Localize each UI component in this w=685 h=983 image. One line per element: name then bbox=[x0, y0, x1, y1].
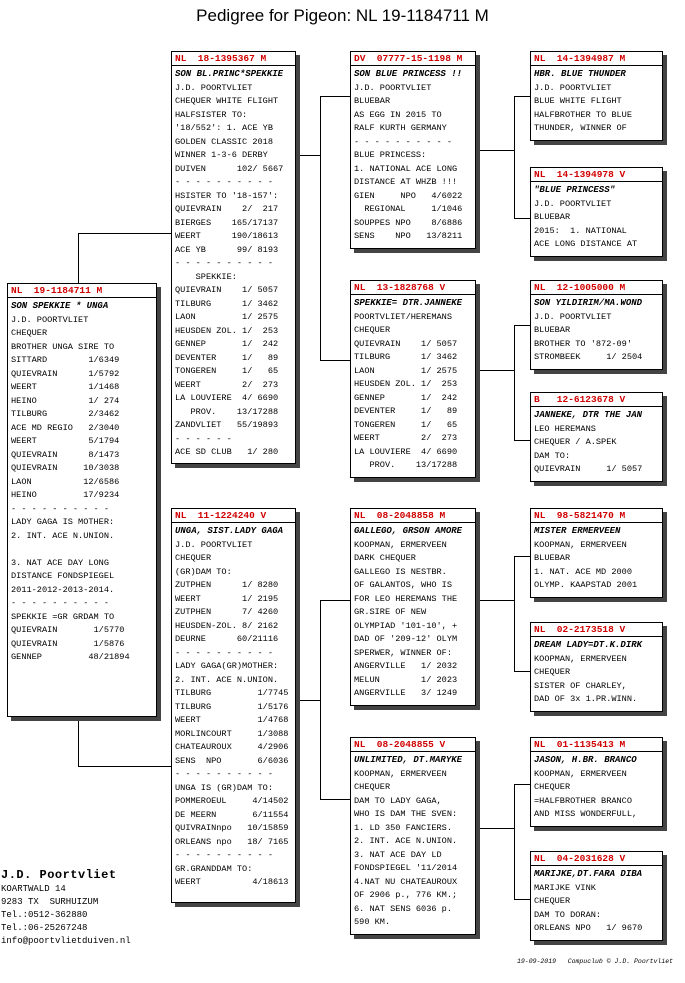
detail-line: GENNEP 1/ 242 bbox=[354, 392, 458, 403]
detail-line: ACE LONG DISTANCE AT bbox=[534, 239, 638, 249]
detail-line: WEERT 1/ 2195 bbox=[175, 593, 279, 604]
detail-line: TILBURG 1/5176 bbox=[175, 701, 289, 712]
detail-line: CHEQUER bbox=[354, 782, 391, 792]
detail-line: BROTHER TO '872-09' bbox=[534, 338, 632, 349]
detail-line: OLYMPIAD '101-10', + bbox=[354, 620, 458, 631]
detail-line: TONGEREN 1/ 65 bbox=[354, 419, 458, 430]
detail-line: FONDSPIEGEL '11/2014 bbox=[354, 863, 458, 873]
detail-line: DISTANCE AT WHZB !!! bbox=[354, 177, 458, 187]
detail-line: DEVENTER 1/ 89 bbox=[354, 406, 458, 416]
connector-line bbox=[514, 671, 530, 672]
pigeon-name: SON BL.PRINC*SPEKKIE bbox=[175, 69, 284, 79]
connector-line bbox=[320, 600, 350, 601]
detail-line: SISTER OF CHARLEY, bbox=[534, 680, 627, 691]
owner-mobile: Tel.:06-25267248 bbox=[1, 923, 88, 933]
pedigree-card-sire-dam[interactable] bbox=[350, 280, 476, 478]
detail-line: STROMBEEK 1/ 2504 bbox=[534, 352, 643, 362]
pigeon-name: SPEKKIE= DTR.JANNEKE bbox=[354, 298, 463, 308]
pigeon-details bbox=[534, 882, 659, 936]
detail-line: =HALFBROTHER BRANCO bbox=[534, 795, 632, 806]
detail-line: - - - - - - - - - - bbox=[354, 136, 452, 147]
pigeon-name: DREAM LADY=DT.K.DIRK bbox=[534, 640, 643, 650]
owner-phone: Tel.:0512-362880 bbox=[1, 910, 88, 920]
connector-line bbox=[514, 899, 530, 900]
detail-line: QUIEVRAIN 1/ 5057 bbox=[354, 338, 458, 349]
pigeon-details bbox=[175, 82, 292, 460]
connector-line bbox=[514, 556, 515, 672]
detail-line: WEERT 4/18613 bbox=[175, 877, 289, 887]
detail-line: LADY GAGA IS MOTHER: bbox=[11, 517, 115, 527]
detail-line: WEERT 2/ 273 bbox=[354, 433, 458, 443]
connector-line bbox=[514, 325, 515, 441]
detail-line: GR.SIRE OF NEW bbox=[354, 607, 427, 617]
detail-line: SOUPPES NPO 8/6886 bbox=[354, 217, 463, 228]
detail-line: DISTANCE FONDSPIEGEL bbox=[11, 571, 115, 581]
detail-line: 3. NAT ACE DAY LONG bbox=[11, 557, 109, 568]
detail-line: DE MEERN 6/11554 bbox=[175, 809, 289, 820]
detail-line: HEINO 1/ 274 bbox=[11, 395, 120, 406]
detail-line: 2011-2012-2013-2014. bbox=[11, 584, 115, 595]
detail-line: GOLDEN CLASSIC 2018 bbox=[175, 136, 273, 147]
detail-line: GR.GRANDDAM TO: bbox=[175, 863, 253, 874]
pedigree-card-sss[interactable] bbox=[530, 51, 663, 141]
detail-line: SITTARD 1/6349 bbox=[11, 355, 120, 365]
connector-line bbox=[296, 700, 320, 701]
detail-line: CHATEAUROUX 4/2906 bbox=[175, 742, 289, 752]
detail-line: POMMEROEUL 4/14502 bbox=[175, 796, 289, 806]
ring-number: NL 98-5821470 M bbox=[531, 509, 662, 523]
pigeon-details bbox=[534, 82, 659, 136]
detail-line: J.D. POORTVLIET bbox=[175, 539, 253, 550]
detail-line: TONGEREN 1/ 65 bbox=[175, 366, 279, 376]
ring-number: NL 12-1005000 M bbox=[531, 281, 662, 295]
detail-line: RALF KURTH GERMANY bbox=[354, 123, 447, 133]
detail-line: 4.NAT NU CHATEAUROUX bbox=[354, 876, 458, 887]
pigeon-details bbox=[354, 311, 472, 473]
detail-line: SPEKKIE: bbox=[175, 271, 237, 282]
pigeon-details bbox=[175, 539, 292, 890]
pigeon-name: "BLUE PRINCESS" bbox=[534, 185, 616, 195]
detail-line: BLUEBAR bbox=[534, 553, 571, 563]
connector-line bbox=[514, 325, 530, 326]
pedigree-card-subject[interactable] bbox=[7, 283, 157, 717]
pigeon-details bbox=[354, 539, 472, 701]
detail-line: WINNER 1-3-6 DERBY bbox=[175, 150, 268, 160]
detail-line: LAON 1/ 2575 bbox=[354, 365, 458, 376]
detail-line: WEERT 2/ 273 bbox=[175, 379, 279, 390]
detail-line: AND MISS WONDERFULL, bbox=[534, 809, 638, 819]
detail-line: J.D. POORTVLIET bbox=[175, 82, 253, 93]
pigeon-details bbox=[534, 768, 659, 822]
detail-line: SPERWER, WINNER OF: bbox=[354, 647, 452, 658]
ring-number: NL 18-1395367 M bbox=[172, 52, 295, 66]
detail-line: BIERGES 165/17137 bbox=[175, 217, 279, 228]
detail-line: QUIEVRAIN 1/ 5057 bbox=[534, 464, 643, 474]
pedigree-card-ddd[interactable] bbox=[530, 851, 663, 941]
detail-line: CHEQUER WHITE FLIGHT bbox=[175, 96, 279, 106]
ring-number: NL 02-2173518 V bbox=[531, 623, 662, 637]
detail-line: TILBURG 1/ 3462 bbox=[354, 352, 458, 362]
detail-line: CHEQUER bbox=[354, 325, 391, 335]
pigeon-name: UNLIMITED, DT.MARYKE bbox=[354, 755, 463, 765]
page-title: Pedigree for Pigeon: NL 19-1184711 M bbox=[196, 6, 489, 25]
connector-line bbox=[514, 96, 515, 219]
detail-line: BROTHER UNGA SIRE TO bbox=[11, 341, 115, 352]
detail-line: CHEQUER bbox=[175, 553, 212, 563]
detail-line: LA LOUVIERE 4/ 6690 bbox=[175, 393, 279, 403]
detail-line: DEVENTER 1/ 89 bbox=[175, 352, 279, 363]
pigeon-name: SON BLUE PRINCESS !! bbox=[354, 69, 463, 79]
detail-line: OLYMP. KAAPSTAD 2001 bbox=[534, 580, 638, 590]
pigeon-name: HBR. BLUE THUNDER bbox=[534, 69, 626, 79]
detail-line: - - - - - - - - - - bbox=[175, 177, 273, 187]
detail-line: PROV. 13/17288 bbox=[354, 460, 458, 470]
detail-line: LAON 12/6586 bbox=[11, 476, 120, 487]
detail-line: J.D. POORTVLIET bbox=[534, 198, 612, 209]
pigeon-details bbox=[354, 82, 472, 244]
detail-line: SENS NPO 6/6036 bbox=[175, 755, 289, 766]
detail-line: QUIEVRAIN 1/ 5057 bbox=[175, 285, 279, 295]
ring-number: NL 13-1828768 V bbox=[351, 281, 475, 295]
connector-line bbox=[296, 155, 320, 156]
ring-number: NL 08-2048855 V bbox=[351, 738, 475, 752]
detail-line: HEUSDEN ZOL. 1/ 253 bbox=[175, 325, 279, 336]
detail-line: GENNEP 1/ 242 bbox=[175, 339, 279, 349]
detail-line: KOOPMAN, ERMERVEEN bbox=[354, 539, 447, 550]
pigeon-details bbox=[354, 768, 472, 930]
detail-line: DAM TO LADY GAGA, bbox=[354, 795, 442, 806]
detail-line: DAD OF '209-12' OLYM bbox=[354, 634, 458, 644]
detail-line: WEERT 5/1794 bbox=[11, 436, 120, 446]
ring-number: NL 01-1135413 M bbox=[531, 738, 662, 752]
connector-line bbox=[78, 766, 171, 767]
detail-line: BLUE PRINCESS: bbox=[354, 150, 427, 160]
detail-line: OF GALANTOS, WHO IS bbox=[354, 580, 452, 590]
pigeon-name: MISTER ERMERVEEN bbox=[534, 526, 621, 536]
pedigree-card-sds[interactable] bbox=[530, 280, 663, 370]
ring-number: NL 19-1184711 M bbox=[8, 284, 156, 298]
detail-line: J.D. POORTVLIET bbox=[354, 82, 432, 93]
connector-line bbox=[514, 218, 530, 219]
detail-line: 1. NAT. ACE MD 2000 bbox=[534, 566, 632, 577]
connector-line bbox=[476, 370, 514, 371]
detail-line: BLUE WHITE FLIGHT bbox=[534, 96, 622, 106]
detail-line: FOR LEO HEREMANS THE bbox=[354, 593, 458, 604]
detail-line: - - - - - - - - - - bbox=[11, 503, 109, 514]
detail-line: J.D. POORTVLIET bbox=[11, 314, 89, 325]
ring-number: NL 08-2048858 M bbox=[351, 509, 475, 523]
detail-line: TILBURG 1/7745 bbox=[175, 688, 289, 698]
owner-block bbox=[1, 867, 131, 948]
owner-name: J.D. Poortvliet bbox=[1, 868, 117, 882]
detail-line: J.D. POORTVLIET bbox=[534, 311, 612, 322]
detail-line: HEUSDEN ZOL. 1/ 253 bbox=[354, 379, 458, 389]
detail-line: QUIEVRAIN 8/1473 bbox=[11, 449, 120, 460]
pedigree-card-sdd[interactable] bbox=[530, 392, 663, 482]
ring-number: B 12-6123678 V bbox=[531, 393, 662, 407]
detail-line: CHEQUER bbox=[11, 328, 48, 338]
detail-line: ANGERVILLE 1/ 2032 bbox=[354, 661, 458, 671]
detail-line: TILBURG 1/ 3462 bbox=[175, 298, 279, 309]
detail-line: THUNDER, WINNER OF bbox=[534, 123, 627, 133]
detail-line: SENS NPO 13/8211 bbox=[354, 231, 463, 241]
detail-line: LADY GAGA(GR)MOTHER: bbox=[175, 661, 279, 671]
detail-line: - - - - - - - - - - bbox=[11, 598, 109, 608]
detail-line: TILBURG 2/3462 bbox=[11, 409, 120, 419]
connector-line bbox=[78, 233, 79, 286]
pigeon-name: JANNEKE, DTR THE JAN bbox=[534, 410, 643, 420]
detail-line: DAM TO: bbox=[534, 450, 571, 461]
detail-line: HSISTER TO '18-157': bbox=[175, 190, 279, 201]
detail-line: KOOPMAN, ERMERVEEN bbox=[534, 539, 627, 550]
connector-line bbox=[320, 799, 350, 800]
detail-line: MORLINCOURT 1/3088 bbox=[175, 728, 289, 739]
detail-line: 2. INT. ACE N.UNION. bbox=[11, 530, 115, 541]
detail-line: AS EGG IN 2015 TO bbox=[354, 109, 442, 120]
detail-line: 6. NAT SENS 6036 p. bbox=[354, 903, 452, 914]
connector-line bbox=[320, 96, 321, 361]
detail-line: HALFBROTHER TO BLUE bbox=[534, 109, 632, 120]
detail-line: - - - - - - - - - - bbox=[175, 647, 273, 658]
pedigree-card-dss[interactable] bbox=[530, 508, 663, 598]
ring-number: NL 14-1394987 M bbox=[531, 52, 662, 66]
pigeon-details bbox=[534, 423, 659, 477]
detail-line: - - - - - - - - - - bbox=[175, 769, 273, 779]
detail-line: GALLEGO IS NESTBR. bbox=[354, 566, 447, 577]
connector-line bbox=[320, 360, 350, 361]
detail-line: QUIEVRAIN 1/5770 bbox=[11, 625, 125, 635]
detail-line: GENNEP 48/21894 bbox=[11, 652, 130, 662]
detail-line: MELUN 1/ 2023 bbox=[354, 674, 458, 685]
detail-line: CHEQUER bbox=[534, 782, 571, 792]
pedigree-card-dam-dam[interactable] bbox=[350, 737, 476, 935]
pedigree-card-ssd[interactable] bbox=[530, 167, 663, 257]
detail-line: DARK CHEQUER bbox=[354, 553, 416, 563]
detail-line: ORLEANS npo 18/ 7165 bbox=[175, 836, 289, 847]
detail-line: 3. NAT ACE DAY LD bbox=[354, 849, 442, 860]
connector-line bbox=[476, 150, 514, 151]
detail-line: WEERT 1/1468 bbox=[11, 382, 120, 392]
detail-line: HALFSISTER TO: bbox=[175, 109, 248, 120]
detail-line bbox=[11, 543, 153, 557]
detail-line: HEUSDEN-ZOL. 8/ 2162 bbox=[175, 620, 279, 631]
owner-email[interactable]: info@poortvlietduiven.nl bbox=[1, 936, 131, 946]
pigeon-details bbox=[534, 539, 659, 593]
pigeon-name: GALLEGO, GRSON AMORE bbox=[354, 526, 463, 536]
connector-line bbox=[514, 96, 530, 97]
connector-line bbox=[476, 600, 514, 601]
detail-line: ACE YB 99/ 8193 bbox=[175, 244, 279, 255]
detail-line: OF 2906 p., 776 KM.; bbox=[354, 890, 458, 900]
owner-address: KOARTWALD 14 bbox=[1, 884, 66, 894]
detail-line: LEO HEREMANS bbox=[534, 423, 596, 434]
detail-line: QUIEVRAIN 1/5792 bbox=[11, 368, 120, 379]
detail-line: HEINO 17/9234 bbox=[11, 490, 120, 500]
detail-line: KOOPMAN, ERMERVEEN bbox=[534, 653, 627, 664]
detail-line: '18/552': 1. ACE YB bbox=[175, 123, 273, 133]
detail-line: PROV. 13/17288 bbox=[175, 406, 279, 417]
connector-line bbox=[78, 717, 79, 767]
detail-line: WHO IS DAM THE SVEN: bbox=[354, 809, 458, 819]
ring-number: NL 14-1394978 V bbox=[531, 168, 662, 182]
detail-line: 2. INT. ACE N.UNION. bbox=[175, 674, 279, 685]
pigeon-details bbox=[11, 314, 153, 665]
detail-line: QUIEVRAIN 2/ 217 bbox=[175, 204, 279, 214]
detail-line: BLUEBAR bbox=[534, 325, 571, 335]
detail-line: MARIJKE VINK bbox=[534, 882, 596, 893]
pigeon-name: SON SPEKKIE * UNGA bbox=[11, 301, 109, 311]
pedigree-card-dam-sire[interactable] bbox=[350, 508, 476, 706]
detail-line: WEERT 190/18613 bbox=[175, 231, 279, 241]
detail-line: LA LOUVIERE 4/ 6690 bbox=[354, 446, 458, 457]
detail-line: CHEQUER bbox=[534, 667, 571, 677]
detail-line: POORTVLIET/HEREMANS bbox=[354, 311, 452, 322]
detail-line: WEERT 1/4768 bbox=[175, 715, 289, 725]
detail-line: 590 KM. bbox=[354, 917, 391, 927]
connector-line bbox=[514, 784, 515, 900]
detail-line: ACE MD REGIO 2/3040 bbox=[11, 422, 120, 433]
detail-line: KOOPMAN, ERMERVEEN bbox=[534, 768, 627, 779]
detail-line: ORLEANS NPO 1/ 9670 bbox=[534, 923, 643, 933]
detail-line: 2015: 1. NATIONAL bbox=[534, 225, 627, 236]
detail-line: QUIVRAINnpo 10/15859 bbox=[175, 823, 289, 833]
detail-line: ANGERVILLE 3/ 1249 bbox=[354, 688, 458, 698]
detail-line: 1. LD 350 FANCIERS. bbox=[354, 822, 452, 833]
pigeon-name: JASON, H.BR. BRANCO bbox=[534, 755, 637, 765]
pigeon-details bbox=[534, 653, 659, 707]
pedigree-card-dds[interactable] bbox=[530, 737, 663, 827]
detail-line: DUIVEN 102/ 5667 bbox=[175, 163, 284, 174]
pigeon-name: MARIJKE,DT.FARA DIBA bbox=[534, 869, 643, 879]
detail-line: DEURNE 60/21116 bbox=[175, 634, 279, 644]
pigeon-details bbox=[534, 311, 659, 365]
connector-line bbox=[476, 828, 514, 829]
detail-line: DAD OF 3x 1.PR.WINN. bbox=[534, 694, 638, 704]
pigeon-details bbox=[534, 198, 659, 252]
connector-line bbox=[514, 556, 530, 557]
footer-credit: 19-09-2019 Compuclub © J.D. Poortvliet bbox=[517, 958, 674, 965]
detail-line: UNGA IS (GR)DAM TO: bbox=[175, 782, 273, 793]
connector-line bbox=[320, 600, 321, 800]
pigeon-name: SON YILDIRIM/MA.WOND bbox=[534, 298, 643, 308]
ring-number: NL 11-1224240 V bbox=[172, 509, 295, 523]
detail-line: ZUTPHEN 1/ 8280 bbox=[175, 580, 279, 590]
detail-line: BLUEBAR bbox=[354, 96, 391, 106]
connector-line bbox=[78, 233, 171, 234]
connector-line bbox=[514, 784, 530, 785]
detail-line: ACE SD CLUB 1/ 280 bbox=[175, 447, 279, 457]
detail-line: 1. NATIONAL ACE LONG bbox=[354, 163, 458, 174]
detail-line: (GR)DAM TO: bbox=[175, 566, 232, 577]
detail-line: GIEN NPO 4/6022 bbox=[354, 190, 463, 201]
detail-line: LAON 1/ 2575 bbox=[175, 312, 279, 322]
detail-line: QUIEVRAIN 1/5876 bbox=[11, 638, 125, 649]
detail-line: ZANDVLIET 55/19893 bbox=[175, 420, 279, 430]
detail-line: SPEKKIE =GR GRDAM TO bbox=[11, 611, 115, 622]
detail-line: REGIONAL 1/1046 bbox=[354, 204, 463, 214]
detail-line: CHEQUER bbox=[534, 896, 571, 906]
pedigree-card-dsd[interactable] bbox=[530, 622, 663, 712]
detail-line: - - - - - - bbox=[175, 433, 232, 444]
detail-line: DAM TO DORAN: bbox=[534, 909, 602, 920]
ring-number: DV 07777-15-1198 M bbox=[351, 52, 475, 66]
detail-line: - - - - - - - - - - bbox=[175, 258, 273, 268]
detail-line: ZUTPHEN 7/ 4260 bbox=[175, 607, 279, 617]
pedigree-card-sire[interactable] bbox=[171, 51, 296, 464]
detail-line: QUIEVRAIN 10/3038 bbox=[11, 463, 120, 473]
detail-line: J.D. POORTVLIET bbox=[534, 82, 612, 93]
detail-line: - - - - - - - - - - bbox=[175, 850, 273, 860]
detail-line: 2. INT. ACE N.UNION. bbox=[354, 836, 458, 846]
pedigree-card-sire-sire[interactable] bbox=[350, 51, 476, 249]
ring-number: NL 04-2031628 V bbox=[531, 852, 662, 866]
owner-postcode: 9283 TX SURHUIZUM bbox=[1, 897, 99, 907]
detail-line: CHEQUER / A.SPEK bbox=[534, 437, 617, 447]
detail-line: KOOPMAN, ERMERVEEN bbox=[354, 768, 447, 779]
pedigree-card-dam[interactable] bbox=[171, 508, 296, 903]
connector-line bbox=[514, 440, 530, 441]
detail-line: BLUEBAR bbox=[534, 212, 571, 222]
connector-line bbox=[320, 96, 350, 97]
pigeon-name: UNGA, SIST.LADY GAGA bbox=[175, 526, 284, 536]
